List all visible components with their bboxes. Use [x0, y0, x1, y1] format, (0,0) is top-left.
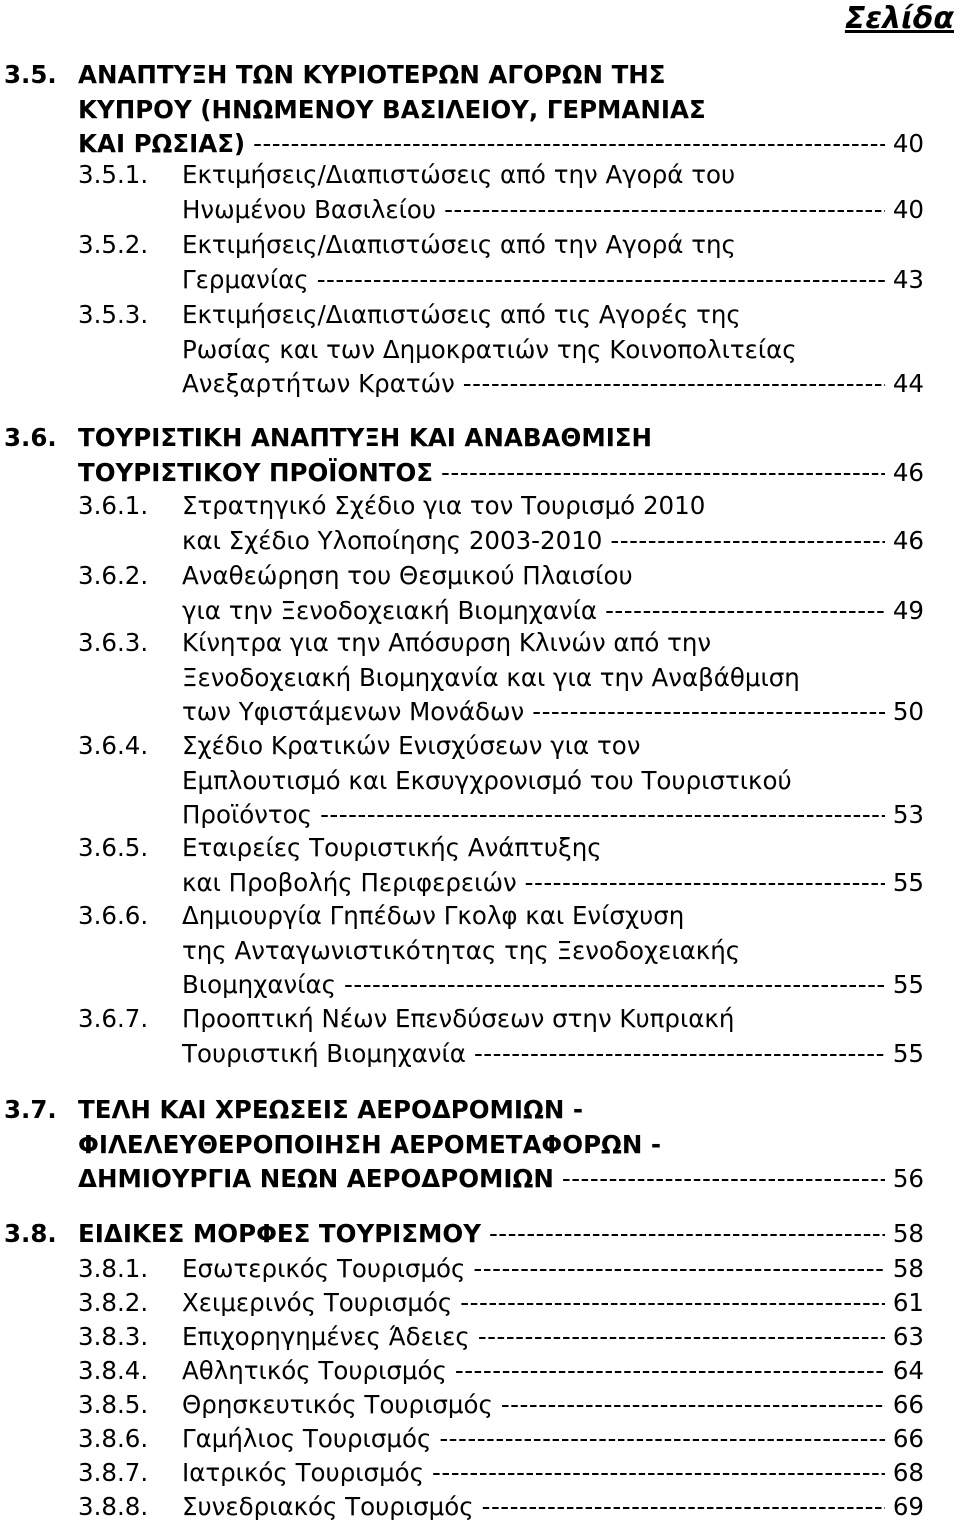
toc-entry-title: και Σχέδιο Υλοποίησης 2003-2010 — [182, 525, 603, 555]
toc-page-number: 66 — [892, 1390, 924, 1419]
toc-entry-title: ΕΙΔΙΚΕΣ ΜΟΡΦΕΣ ΤΟΥΡΙΣΜΟΥ — [78, 1219, 481, 1248]
toc-page-number: 69 — [892, 1492, 924, 1521]
toc-entry-number: 3.6.5. — [78, 833, 149, 862]
toc-entry-title: ΑΝΑΠΤΥΞΗ ΤΩΝ ΚΥΡΙΟΤΕΡΩΝ ΑΓΟΡΩΝ ΤΗΣ — [78, 60, 666, 89]
toc-page-number: 61 — [892, 1288, 924, 1317]
toc-entry-title: Προϊόντος — [182, 800, 313, 829]
toc-entry-number: 3.6.2. — [78, 561, 149, 590]
toc-page-number: 43 — [892, 264, 924, 294]
toc-page-number: 63 — [892, 1322, 924, 1351]
toc-page-number: 40 — [892, 129, 924, 158]
dash-leader — [489, 1217, 885, 1252]
toc-entry-title: για την Ξενοδοχειακή Βιομηχανία — [182, 595, 598, 625]
dash-leader — [253, 127, 885, 162]
dash-leader — [320, 798, 885, 833]
toc-page-number: 49 — [892, 595, 924, 625]
toc-entry-title: Εκτιμήσεις/Διαπιστώσεις από την Αγορά του — [182, 160, 736, 189]
toc-entry-title: Ανεξαρτήτων Κρατών — [182, 369, 455, 398]
toc-entry-title: Ξενοδοχειακή Βιομηχανία και για την Αναβάθμιση — [182, 662, 800, 692]
toc-entry-title: Βιομηχανίας — [182, 970, 337, 999]
toc-entry-number: 3.6.6. — [78, 901, 149, 930]
toc-page-number: 64 — [892, 1356, 924, 1385]
toc-entry-number: 3.8.4. — [78, 1356, 149, 1385]
toc-entry-title: Ηνωμένου Βασιλείου — [182, 194, 437, 224]
toc-entry-number: 3.7. — [4, 1095, 57, 1124]
toc-entry-title: Γερμανίας — [182, 264, 309, 294]
toc-page-number: 68 — [892, 1458, 924, 1487]
toc-entry-number: 3.8.5. — [78, 1390, 149, 1419]
toc-page-number: 46 — [892, 525, 924, 555]
toc-page-number: 55 — [892, 1038, 924, 1068]
toc-entry-title: της Ανταγωνιστικότητας της Ξενοδοχειακής — [182, 935, 741, 965]
dash-leader — [432, 1456, 885, 1491]
dash-leader — [444, 193, 885, 228]
toc-entry-number: 3.8.1. — [78, 1254, 149, 1283]
toc-entry-number: 3.5.1. — [78, 160, 149, 189]
toc-entry-title: ΤΟΥΡΙΣΤΙΚΗ ΑΝΑΠΤΥΞΗ ΚΑΙ ΑΝΑΒΑΘΜΙΣΗ — [78, 423, 653, 452]
toc-entry-number: 3.5. — [4, 60, 57, 89]
page-column-header: Σελίδα — [844, 1, 954, 36]
toc-entry-title: Εκτιμήσεις/Διαπιστώσεις από τις Αγορές της — [182, 300, 741, 329]
toc-entry-number: 3.8.6. — [78, 1424, 149, 1453]
dash-leader — [525, 866, 885, 901]
toc-page-number: 58 — [892, 1254, 924, 1283]
toc-entry-title: Δημιουργία Γηπέδων Γκολφ και Ενίσχυση — [182, 901, 685, 930]
toc-page-number: 66 — [892, 1424, 924, 1453]
toc-entry-title: Χειμερινός Τουρισμός — [182, 1288, 453, 1317]
toc-entry-title: Εσωτερικός Τουρισμός — [182, 1254, 466, 1283]
toc-entry-title: ΤΟΥΡΙΣΤΙΚΟΥ ΠΡΟΪΟΝΤΟΣ — [78, 457, 434, 487]
toc-page-number: 55 — [892, 867, 924, 897]
dash-leader — [344, 968, 885, 1003]
toc-page-number: 46 — [892, 457, 924, 487]
toc-entry-title: Συνεδριακός Τουρισμός — [182, 1492, 474, 1521]
toc-page-number: 50 — [892, 697, 924, 726]
dash-leader — [478, 1320, 885, 1355]
toc-page-number: 53 — [892, 800, 924, 829]
toc-entry-number: 3.5.3. — [78, 300, 149, 329]
toc-entry-number: 3.5.2. — [78, 230, 149, 259]
toc-entry-title: Εταιρείες Τουριστικής Ανάπτυξης — [182, 833, 602, 862]
toc-entry-number: 3.8.2. — [78, 1288, 149, 1317]
dash-leader — [460, 1286, 885, 1321]
toc-entry-number: 3.6.1. — [78, 491, 149, 520]
dash-leader — [455, 1354, 885, 1389]
toc-entry-title: Ιατρικός Τουρισμός — [182, 1458, 425, 1487]
toc-page-number: 55 — [892, 970, 924, 999]
dash-leader — [501, 1388, 885, 1423]
toc-entry-title: και Προβολής Περιφερειών — [182, 867, 517, 897]
toc-entry-title: Στρατηγικό Σχέδιο για τον Τουρισμό 2010 — [182, 491, 706, 520]
toc-entry-title: ΚΥΠΡΟΥ (ΗΝΩΜΕΝΟΥ ΒΑΣΙΛΕΙΟΥ, ΓΕΡΜΑΝΙΑΣ — [78, 94, 706, 124]
toc-entry-title: Ρωσίας και των Δημοκρατιών της Κοινοπολιτείας — [182, 334, 797, 364]
toc-entry-title: Εμπλουτισμό και Εκσυγχρονισμό του Τουριστικού — [182, 765, 792, 795]
dash-leader — [610, 524, 884, 559]
toc-entry-title: Προοπτική Νέων Επενδύσεων στην Κυπριακή — [182, 1004, 735, 1033]
toc-entry-title: ΔΗΜΙΟΥΡΓΙΑ ΝΕΩΝ ΑΕΡΟΔΡΟΜΙΩΝ — [78, 1164, 554, 1193]
dash-leader — [474, 1037, 885, 1072]
dash-leader — [463, 367, 885, 402]
dash-leader — [482, 1490, 885, 1525]
toc-entry-title: Θρησκευτικός Τουρισμός — [182, 1390, 493, 1419]
dash-leader — [562, 1162, 885, 1197]
toc-entry-title: των Υφιστάμενων Μονάδων — [182, 697, 525, 726]
toc-entry-title: ΤΕΛΗ ΚΑΙ ΧΡΕΩΣΕΙΣ ΑΕΡΟΔΡΟΜΙΩΝ - — [78, 1095, 584, 1124]
toc-entry-title: Κίνητρα για την Απόσυρση Κλινών από την — [182, 628, 712, 657]
toc-entry-title: Εκτιμήσεις/Διαπιστώσεις από την Αγορά της — [182, 230, 736, 259]
dash-leader — [473, 1252, 884, 1287]
toc-entry-title: Γαμήλιος Τουρισμός — [182, 1424, 432, 1453]
toc-entry-number: 3.6. — [4, 423, 57, 452]
toc-entry-title: ΦΙΛΕΛΕΥΘΕΡΟΠΟΙΗΣΗ ΑΕΡΟΜΕΤΑΦΟΡΩΝ - — [78, 1129, 662, 1159]
toc-page-number: 56 — [892, 1164, 924, 1193]
dash-leader — [605, 594, 885, 629]
dash-leader — [317, 263, 885, 298]
toc-entry-title: ΚΑΙ ΡΩΣΙΑΣ) — [78, 129, 246, 158]
toc-entry-number: 3.8.7. — [78, 1458, 149, 1487]
dash-leader — [439, 1422, 884, 1457]
dash-leader — [532, 695, 885, 730]
toc-entry-title: Αναθεώρηση του Θεσμικού Πλαισίου — [182, 561, 633, 590]
toc-entry-number: 3.6.4. — [78, 731, 149, 760]
toc-entry-number: 3.8. — [4, 1219, 57, 1248]
toc-page-number: 58 — [892, 1219, 924, 1248]
toc-entry-number: 3.6.7. — [78, 1004, 149, 1033]
dash-leader — [441, 456, 885, 491]
toc-entry-title: Αθλητικός Τουρισμός — [182, 1356, 447, 1385]
toc-page-number: 44 — [892, 369, 924, 398]
toc-entry-number: 3.8.8. — [78, 1492, 149, 1521]
toc-entry-title: Τουριστική Βιομηχανία — [182, 1038, 466, 1068]
toc-entry-number: 3.8.3. — [78, 1322, 149, 1351]
toc-page-number: 40 — [892, 194, 924, 224]
toc-entry-title: Επιχορηγημένες Άδειες — [182, 1322, 470, 1351]
toc-entry-title: Σχέδιο Κρατικών Ενισχύσεων για τον — [182, 731, 641, 760]
toc-entry-number: 3.6.3. — [78, 628, 149, 657]
